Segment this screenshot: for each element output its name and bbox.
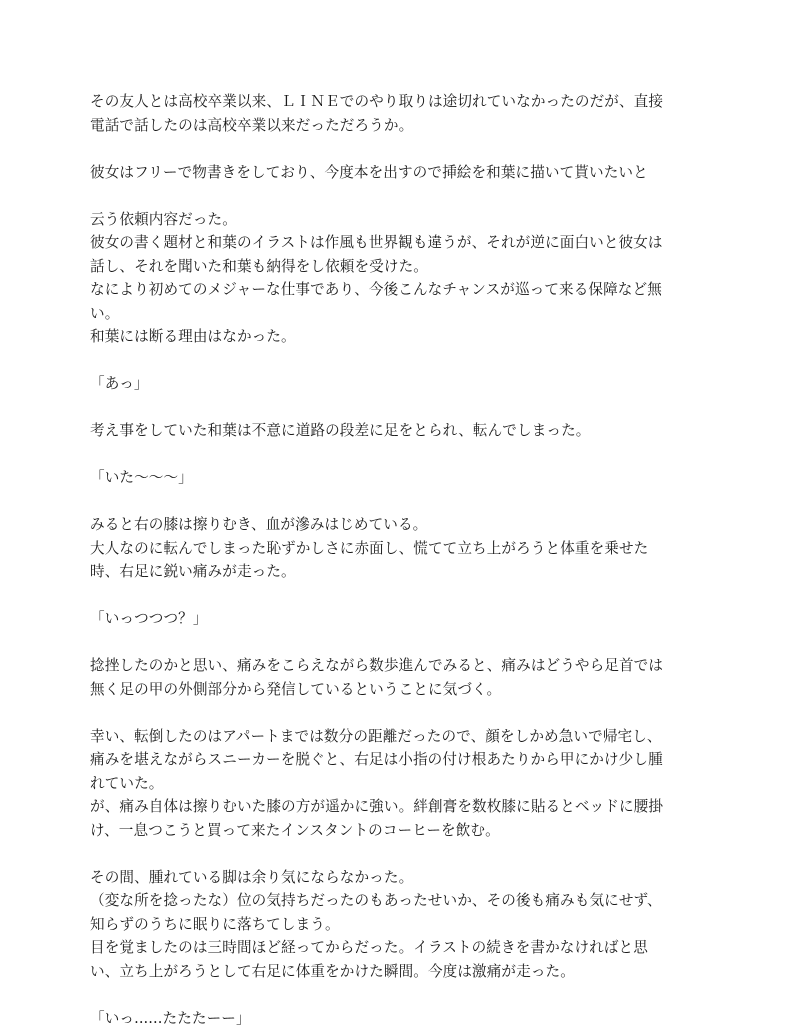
blank-line <box>90 631 702 655</box>
document-body <box>90 90 702 1030</box>
blank-line <box>90 584 702 608</box>
blank-line <box>90 396 702 420</box>
text-line: れていた。 <box>90 772 702 796</box>
text-line: 「いっ......たたたーー」 <box>90 1007 702 1030</box>
text-line: 彼女の書く題材と和葉のイラストは作風も世界観も違うが、それが逆に面白いと彼女は <box>90 231 702 255</box>
blank-line <box>90 443 702 467</box>
text-line: け、一息つこうと買って来たインスタントのコーヒーを飲む。 <box>90 819 702 843</box>
text-line: その間、腫れている脚は余り気にならなかった。 <box>90 866 702 890</box>
text-line: 「あっ」 <box>90 372 702 396</box>
text-line: なにより初めてのメジャーな仕事であり、今後こんなチャンスが巡って来る保障など無 <box>90 278 702 302</box>
text-line: 時、右足に鋭い痛みが走った。 <box>90 560 702 584</box>
text-line: 和葉には断る理由はなかった。 <box>90 325 702 349</box>
text-line: みると右の膝は擦りむき、血が滲みはじめている。 <box>90 513 702 537</box>
text-line: 幸い、転倒したのはアパートまでは数分の距離だったので、顔をしかめ急いで帰宅し、 <box>90 725 702 749</box>
blank-line <box>90 983 702 1007</box>
text-line: 「いた～～～」 <box>90 466 702 490</box>
blank-line <box>90 137 702 161</box>
text-line: その友人とは高校卒業以来、ＬＩＮＥでのやり取りは途切れていなかったのだが、直接 <box>90 90 702 114</box>
blank-line <box>90 842 702 866</box>
text-line: 目を覚ましたのは三時間ほど経ってからだった。イラストの続きを書かなければと思 <box>90 936 702 960</box>
text-line: が、痛み自体は擦りむいた膝の方が遥かに強い。絆創膏を数枚膝に貼るとベッドに腰掛 <box>90 795 702 819</box>
text-line: 知らずのうちに眠りに落ちてしまう。 <box>90 913 702 937</box>
text-line: い、立ち上がろうとして右足に体重をかけた瞬間。今度は激痛が走った。 <box>90 960 702 984</box>
text-line: 話し、それを聞いた和葉も納得をし依頼を受けた。 <box>90 255 702 279</box>
text-line: 痛みを堪えながらスニーカーを脱ぐと、右足は小指の付け根あたりから甲にかけ少し腫 <box>90 748 702 772</box>
text-line: 云う依頼内容だった。 <box>90 208 702 232</box>
blank-line <box>90 490 702 514</box>
blank-line <box>90 701 702 725</box>
text-line: 彼女はフリーで物書きをしており、今度本を出すので挿絵を和葉に描いて貰いたいと <box>90 161 702 185</box>
text-line: 「いっつつつ？」 <box>90 607 702 631</box>
text-line: 電話で話したのは高校卒業以来だっただろうか。 <box>90 114 702 138</box>
blank-line <box>90 184 702 208</box>
blank-line <box>90 349 702 373</box>
text-line: （変な所を捻ったな）位の気持ちだったのもあったせいか、その後も痛みも気にせず、 <box>90 889 702 913</box>
text-line: 捻挫したのかと思い、痛みをこらえながら数歩進んでみると、痛みはどうやら足首では <box>90 654 702 678</box>
text-line: い。 <box>90 302 702 326</box>
text-line: 無く足の甲の外側部分から発信しているということに気づく。 <box>90 678 702 702</box>
text-line: 考え事をしていた和葉は不意に道路の段差に足をとられ、転んでしまった。 <box>90 419 702 443</box>
text-line: 大人なのに転んでしまった恥ずかしさに赤面し、慌てて立ち上がろうと体重を乗せた <box>90 537 702 561</box>
